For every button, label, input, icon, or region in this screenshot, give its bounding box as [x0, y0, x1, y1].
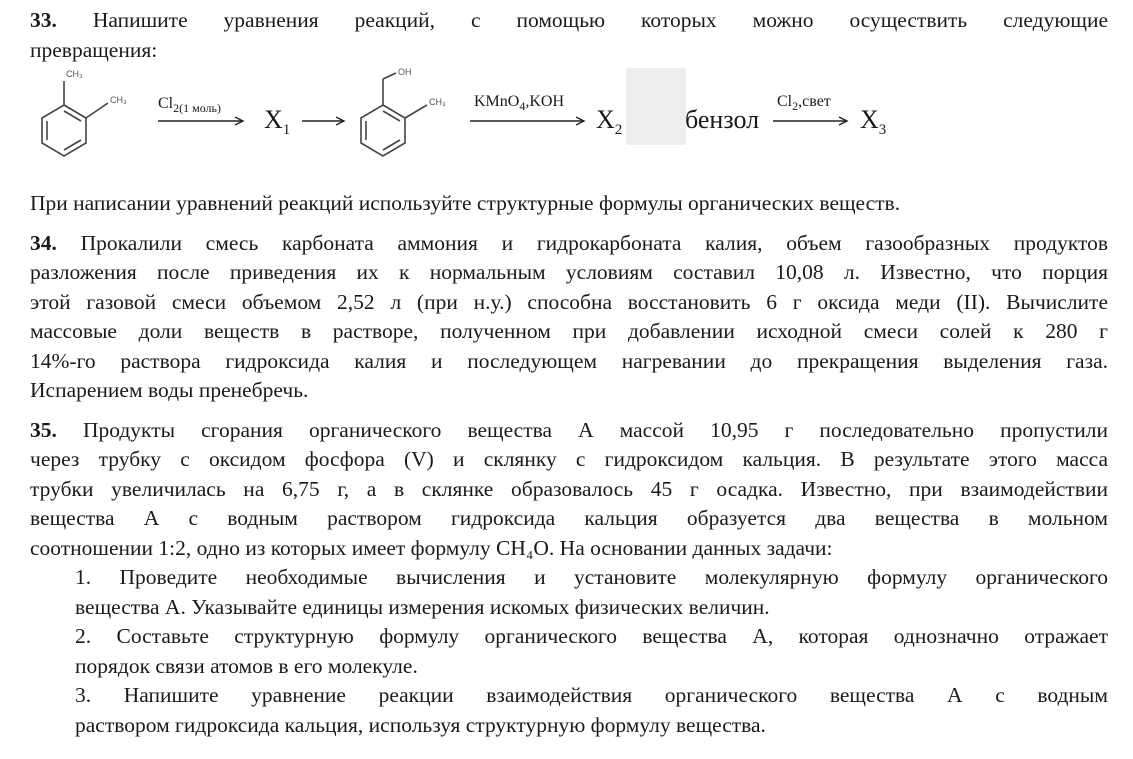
reagent-cl2: $Cl_{2(1 моль)}$	[158, 95, 222, 116]
text-line: трубки увеличилась на 6,75 г, а в склянке образовалось 45 г осадка. Известно, при взаимодействии	[30, 476, 1108, 501]
reaction-scheme	[30, 67, 1108, 187]
instruction-note: При написании уравнений реакций используйте структурные формулы органических веществ.	[30, 191, 901, 215]
text-line: соотношении 1:2, одно из которых имеет формулу CH₄O. На основании данных задачи:	[30, 535, 833, 560]
o-xylene-structure	[42, 81, 108, 156]
question-34	[30, 229, 1108, 406]
text-line: вещества А. Указывайте единицы измерения искомых физических величин.	[75, 594, 770, 619]
text-line: массовые доли веществ в растворе, полученном при добавлении исходной смеси солей к 280 г	[30, 319, 1108, 343]
ch3-label: CH₃	[110, 95, 127, 105]
task-item-2	[30, 622, 1108, 681]
oh-label: OH	[398, 67, 412, 77]
structural-formulas	[30, 67, 1108, 187]
question-35	[30, 416, 1108, 741]
text-line: Продукты сгорания органического вещества А массой 10,95 г последовательно пропустили	[82, 417, 1109, 442]
reagent-kmno4-koh: KMnO$_4$,KOH	[474, 93, 565, 114]
text-line: через трубку с оксидом фосфора (V) и склянку с гидроксидом кальция. В результате этого масса	[30, 447, 1108, 471]
ch3-label: CH₃	[429, 97, 446, 107]
document-page	[30, 6, 1108, 740]
question-33	[30, 6, 1108, 219]
task-item-1	[30, 563, 1108, 622]
text-line: вещества А с водным раствором гидроксида кальция образуется два вещества в мольном	[30, 506, 1108, 530]
text-line: порядок связи атомов в его молекуле.	[75, 653, 418, 678]
question-number: 35.	[30, 417, 57, 442]
x3-label: $X_3$	[860, 105, 887, 139]
reagent-cl2-light: $Cl_2,свет$	[777, 93, 831, 114]
hydroxymethyl-toluene-structure	[361, 73, 427, 156]
text-line: 14%-го раствора гидроксида калия и последующем нагревании до прекращения выделения газа.	[30, 348, 1108, 373]
benzene-label: бензол	[685, 105, 760, 134]
ch3-label: CH₃	[66, 69, 83, 79]
text-line: 3. Напишите уравнение реакции взаимодействия органического вещества А с водным	[75, 683, 1108, 707]
text-line: Прокалили смесь карбоната аммония и гидрокарбоната калия, объем газообразных продуктов	[80, 230, 1108, 255]
text-line: раствором гидроксида кальция, используя структурную формулу вещества.	[75, 712, 766, 737]
question-number: 33.	[30, 8, 57, 32]
text-line: Напишите уравнения реакций, с помощью которых можно осуществить следующие	[92, 8, 1108, 32]
task-item-3	[30, 681, 1108, 740]
x1-label: $X_1$	[264, 105, 291, 139]
gray-highlight	[626, 68, 686, 145]
text-line: разложения после приведения их к нормальным условиям составил 10,08 л. Известно, что порция	[30, 260, 1108, 284]
text-line: 2. Составьте структурную формулу органического вещества А, которая однозначно отражает	[75, 624, 1108, 648]
text-line: 1. Проведите необходимые вычисления и установите молекулярную формулу органического	[75, 565, 1108, 589]
text-line: Испарением воды пренебречь.	[30, 378, 309, 402]
question-number: 34.	[30, 230, 57, 255]
text-line: этой газовой смеси объемом 2,52 л (при н.у.) способна восстановить 6 г оксида меди (II). Вычислите	[30, 289, 1108, 314]
x2-label: $X_2$	[596, 105, 623, 139]
text-line: превращения:	[30, 37, 158, 62]
